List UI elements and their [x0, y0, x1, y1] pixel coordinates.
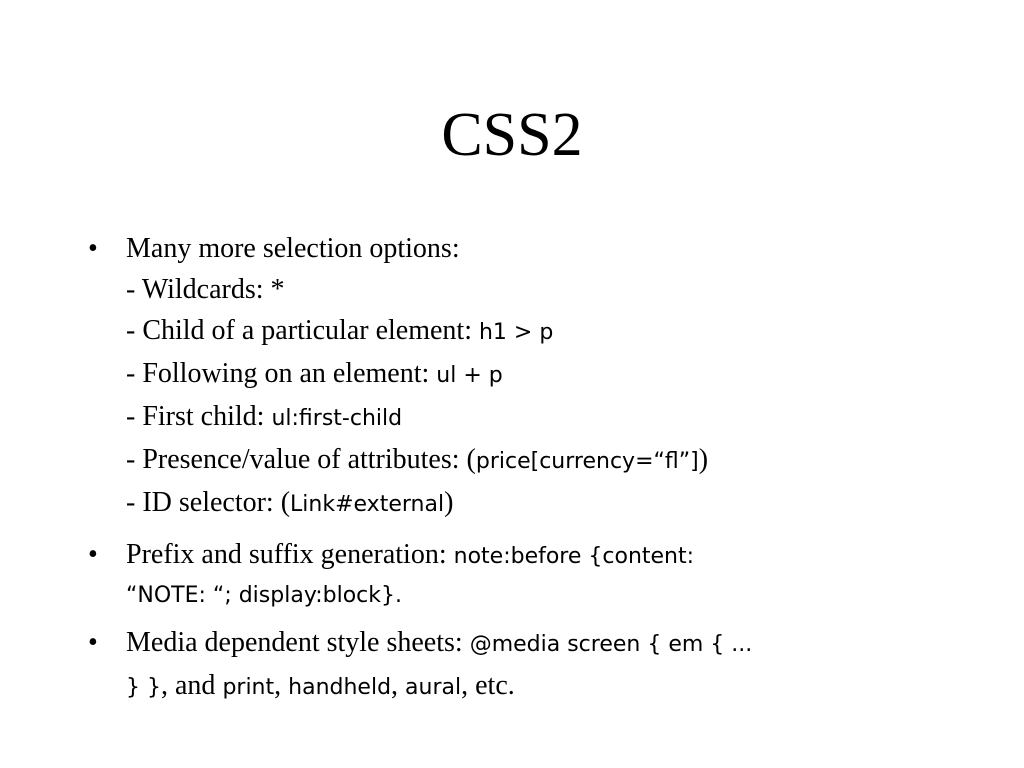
code-run: ul + p [436, 363, 503, 388]
bullet-glyph: • [88, 233, 98, 264]
code-run: handheld [288, 675, 392, 700]
item-line [126, 228, 944, 269]
bullet-item-media-dependent [84, 622, 944, 708]
text-run: , [274, 670, 289, 701]
slide-title: CSS2 [441, 101, 583, 169]
text-run: , [391, 670, 406, 701]
item-line [126, 665, 944, 708]
text-run: - Presence/value of attributes: ( [126, 444, 476, 475]
code-run: “NOTE: “; display:block}. [126, 583, 403, 608]
code-run: Link#external [290, 492, 445, 517]
text-run: - Wildcards: * [126, 274, 285, 305]
item-line [126, 482, 944, 525]
bullet-list [84, 228, 944, 717]
item-line [126, 353, 944, 396]
text-run: - First child: [126, 401, 272, 432]
text-run: , and [161, 670, 223, 701]
text-run: - Child of a particular element: [126, 315, 479, 346]
item-line [126, 396, 944, 439]
text-run: Prefix and suffix generation: [126, 539, 454, 570]
text-run: Media dependent style sheets: [126, 627, 470, 658]
code-run: h1 > p [478, 320, 554, 345]
text-run: - ID selector: ( [126, 487, 291, 518]
item-line [126, 310, 944, 353]
code-run: } } [126, 675, 161, 700]
bullet-glyph: • [88, 539, 98, 570]
bullet-item-prefix-suffix [84, 534, 944, 613]
bullet-item-selection-options [84, 228, 944, 525]
text-run: ) [444, 487, 454, 518]
code-run: print [222, 675, 275, 700]
code-run: ul:first-child [271, 406, 403, 431]
item-line [126, 269, 944, 310]
item-line [126, 577, 944, 613]
text-run: ) [698, 444, 709, 475]
item-line [126, 439, 944, 482]
bullet-glyph: • [88, 627, 98, 658]
code-run: @media screen { em { ... [469, 632, 753, 657]
code-run: note:before {content: [453, 544, 695, 569]
text-run: - Following on an element: [126, 358, 437, 389]
item-line [126, 534, 944, 577]
item-line [126, 622, 944, 665]
code-run: price[currency=“fl”] [475, 449, 699, 474]
code-run: aural [405, 675, 462, 700]
text-run: , etc. [461, 670, 515, 701]
text-run: Many more selection options: [126, 233, 460, 264]
